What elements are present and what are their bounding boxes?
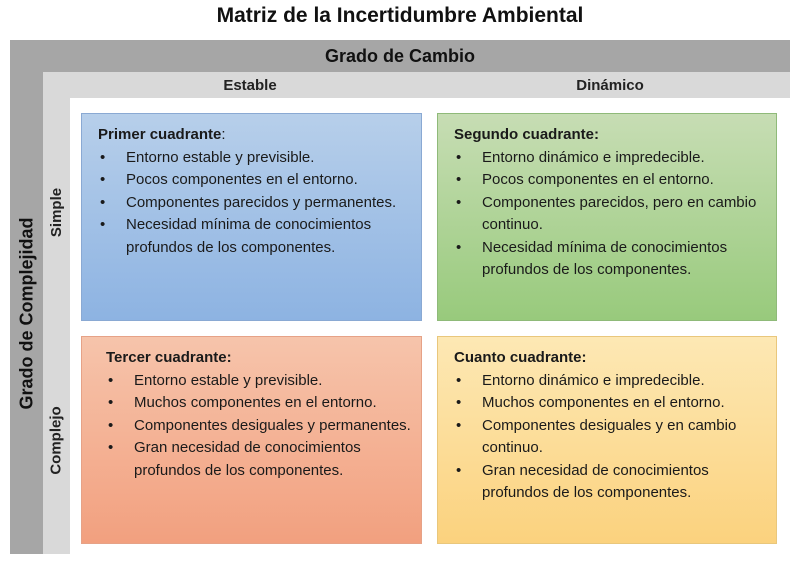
quadrant-title: Cuanto cuadrante: — [454, 349, 587, 366]
list-item: • Entorno estable y previsible. — [126, 147, 413, 170]
quadrant-list — [454, 147, 768, 282]
quadrant-list — [98, 147, 413, 260]
quadrant-title: Primer cuadrante: — [98, 126, 226, 143]
diagram-title: Matriz de la Incertidumbre Ambiental — [216, 4, 584, 27]
list-item: • Componentes parecidos, pero en cambio continuo. — [482, 192, 768, 237]
quadrant-title: Segundo cuadrante: — [454, 126, 600, 143]
quadrant-third — [81, 336, 422, 544]
column-header-stable: Estable — [223, 76, 277, 94]
list-item: • Necesidad mínima de conocimientos profundos de los componentes. — [126, 214, 413, 259]
column-header-dynamic: Dinámico — [576, 76, 644, 94]
list-item: • Entorno estable y previsible. — [134, 370, 413, 393]
row-header-simple: Simple — [48, 187, 65, 237]
row-header-complex: Complejo — [48, 405, 65, 475]
list-item: • Entorno dinámico e impredecible. — [482, 370, 768, 393]
complexity-axis-label: Grado de Complejidad — [16, 216, 37, 410]
quadrant-title: Tercer cuadrante: — [106, 349, 232, 366]
quadrant-second — [437, 113, 777, 321]
list-item: • Componentes parecidos y permanentes. — [126, 192, 413, 215]
quadrant-list — [106, 370, 413, 483]
list-item: • Necesidad mínima de conocimientos profundos de los componentes. — [482, 237, 768, 282]
change-axis-label: Grado de Cambio — [324, 45, 476, 66]
row-header-simple-box — [43, 98, 70, 326]
list-item: • Componentes desiguales y en cambio continuo. — [482, 415, 768, 460]
quadrant-fourth — [437, 336, 777, 544]
list-item: • Gran necesidad de conocimientos profundos de los componentes. — [134, 437, 413, 482]
quadrant-list — [454, 370, 768, 505]
complexity-axis-label-box — [11, 72, 43, 554]
list-item: • Entorno dinámico e impredecible. — [482, 147, 768, 170]
list-item: • Muchos componentes en el entorno. — [482, 392, 768, 415]
list-item: • Pocos componentes en el entorno. — [482, 169, 768, 192]
list-item: • Pocos componentes en el entorno. — [126, 169, 413, 192]
list-item: • Gran necesidad de conocimientos profundos de los componentes. — [482, 460, 768, 505]
list-item: • Componentes desiguales y permanentes. — [134, 415, 413, 438]
quadrant-first — [81, 113, 422, 321]
row-header-complex-box — [43, 326, 70, 554]
list-item: • Muchos componentes en el entorno. — [134, 392, 413, 415]
